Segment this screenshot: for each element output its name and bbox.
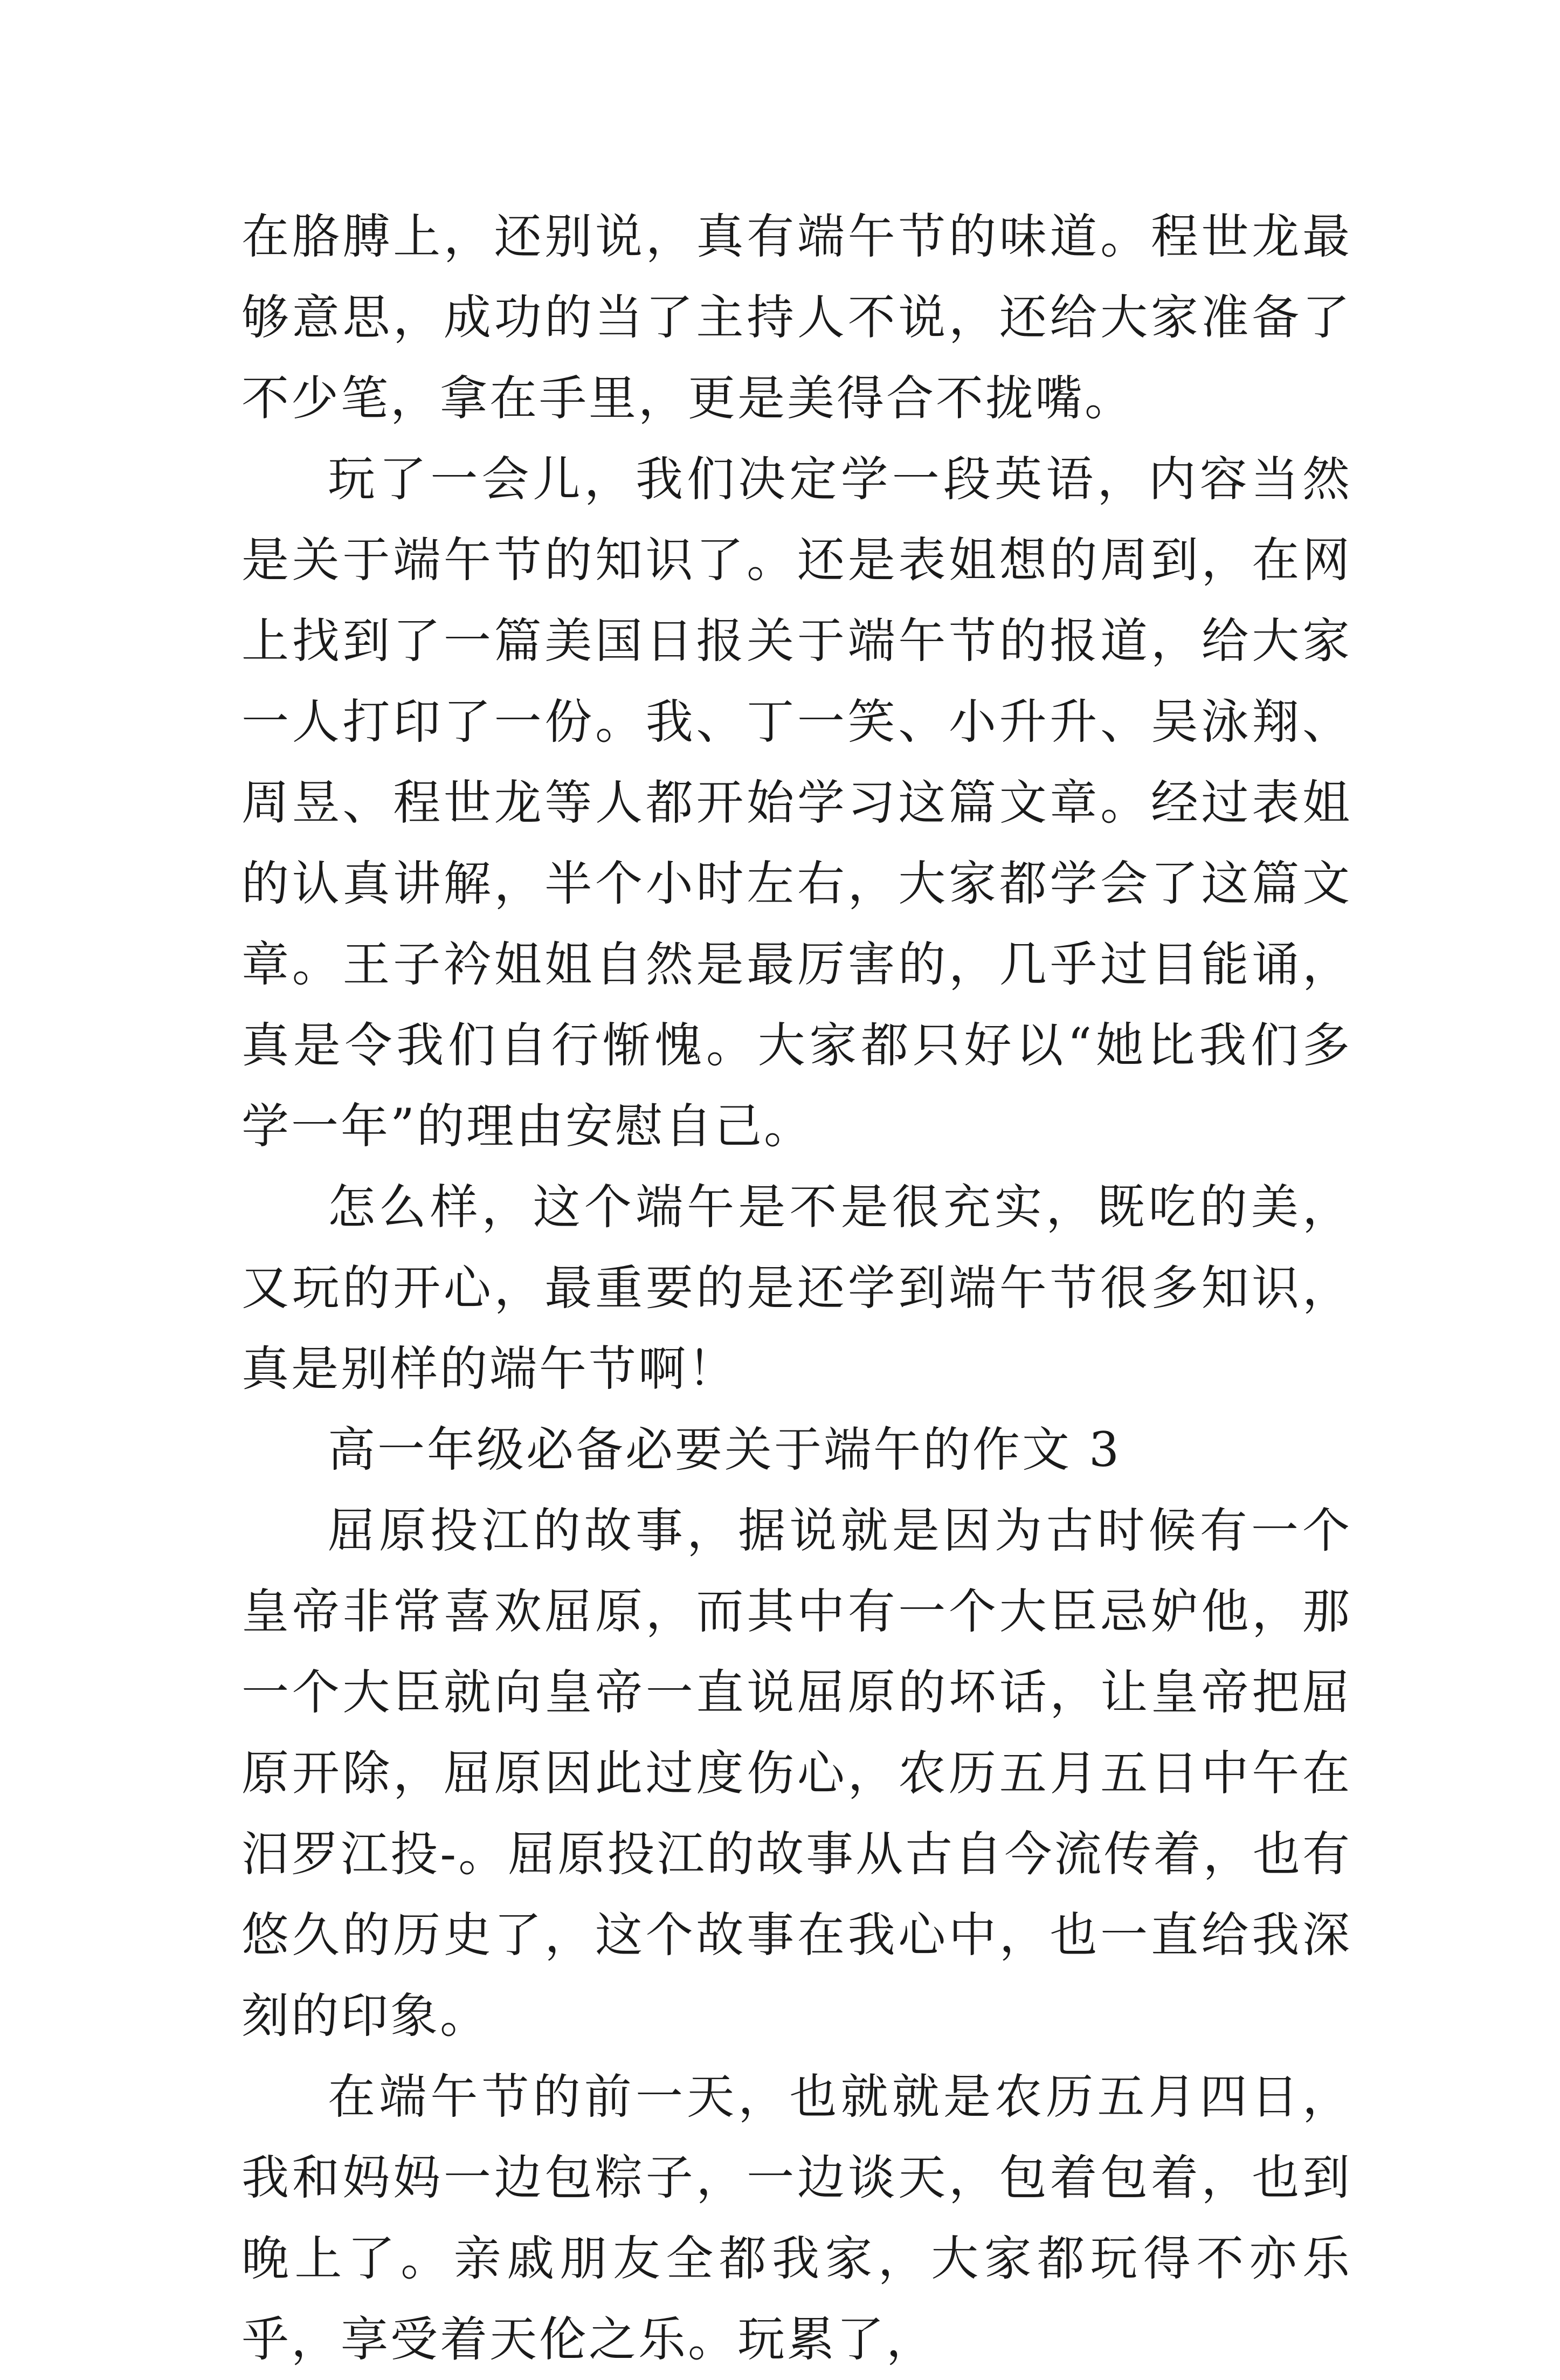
section-title: 高一年级必备必要关于端午的作文 3 xyxy=(328,1422,1121,1477)
paragraph-3: 怎么样，这个端午是不是很充实，既吃的美，又玩的开心，最重要的是还学到端午节很多知识，真是别样的端午节啊！ xyxy=(241,1179,1352,1397)
section-paragraph-2: 在端午节的前一天，也就就是农历五月四日，我和妈妈一边包粽子，一边谈天，包着包着，也到晚上了。亲戚朋友全都我家，大家都玩得不亦乐乎，享受着天伦之乐。玩累了， xyxy=(241,2069,1352,2367)
paragraph-2: 玩了一会儿，我们决定学一段英语，内容当然是关于端午节的知识了。还是表姐想的周到，在网上找到了一篇美国日报关于端午节的报道，给大家一人打印了一份。我、丁一笑、小升升、吴泳翔、周昱、程世龙等人都开始学习这篇文章。经过表姐的认真讲解，半个小时左右，大家都学会了这篇文章。王子衿姐姐自然是最厉害的，几乎过目能诵，真是令我们自行惭愧。大家都只好以“她比我们多学一年”的理由安慰自己。 xyxy=(241,451,1352,1154)
paragraph-1: 在胳膊上，还别说，真有端午节的味道。程世龙最够意思，成功的当了主持人不说，还给大家准备了不少笔，拿在手里，更是美得合不拢嘴。 xyxy=(241,209,1352,426)
section-paragraph-1: 屈原投江的故事，据说就是因为古时候有一个皇帝非常喜欢屈原，而其中有一个大臣忌妒他，那一个大臣就向皇帝一直说屈原的坏话，让皇帝把屈原开除，屈原因此过度伤心，农历五月五日中午在汨罗江投-。屈原投江的故事从古自今流传着，也有悠久的历史了，这个故事在我心中，也一直给我深刻的印象。 xyxy=(241,1503,1352,2044)
document-body xyxy=(241,196,1352,2380)
